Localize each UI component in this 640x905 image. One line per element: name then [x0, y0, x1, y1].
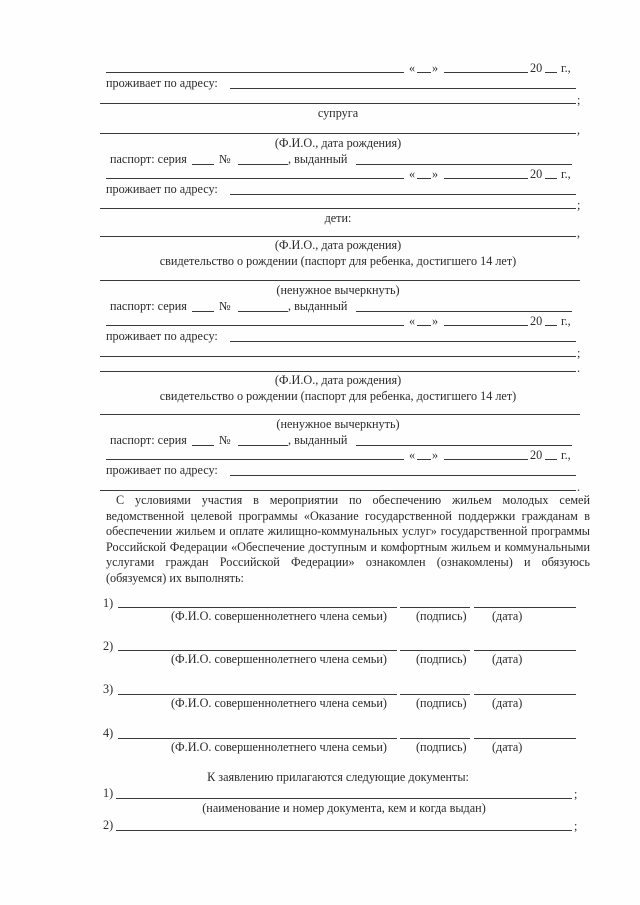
child2-date-day-field[interactable]: [417, 459, 431, 460]
hint-fio-dob: (Ф.И.О., дата рождения): [274, 238, 402, 252]
hint-date: (дата): [492, 696, 523, 710]
signature2-name-field[interactable]: [118, 650, 397, 651]
child2-passport-number-field[interactable]: [238, 445, 288, 446]
date-day-close-quote: »: [432, 61, 439, 75]
date-day-close-quote: »: [432, 314, 439, 328]
comma: ,: [577, 226, 581, 240]
signature2-date-field[interactable]: [474, 650, 576, 651]
spouse-date-day-field[interactable]: [417, 178, 431, 179]
signature1-date-field[interactable]: [474, 607, 576, 608]
passport-series-label: паспорт: серия: [110, 299, 187, 313]
hint-strike-unneeded: (ненужное вычеркнуть): [276, 283, 400, 297]
date-day-open-quote: «: [409, 314, 416, 328]
date-year-suffix: г.,: [561, 167, 571, 181]
signature3-sign-field[interactable]: [400, 694, 470, 695]
child1-issued-by-field[interactable]: [356, 311, 572, 312]
date-year-suffix: г.,: [561, 448, 571, 462]
child1-document-field[interactable]: [100, 280, 580, 281]
address-label: проживает по адресу:: [106, 463, 218, 477]
hint-date: (дата): [492, 652, 523, 666]
child1-date-year-field[interactable]: [545, 325, 557, 326]
date-year-suffix: г.,: [561, 314, 571, 328]
date-day-open-quote: «: [409, 448, 416, 462]
semicolon: ;: [574, 819, 578, 833]
child2-address-field-continued[interactable]: [100, 490, 576, 491]
signature3-date-field[interactable]: [474, 694, 576, 695]
passport-series-label: паспорт: серия: [110, 152, 187, 166]
date-year-prefix: 20: [530, 448, 543, 462]
attachment-number: 1): [103, 786, 114, 800]
signature4-name-field[interactable]: [118, 738, 397, 739]
passport-number-label: №: [219, 152, 231, 166]
semicolon: ;: [577, 198, 581, 212]
hint-adult-fio: (Ф.И.О. совершеннолетнего члена семьи): [171, 652, 387, 666]
hint-adult-fio: (Ф.И.О. совершеннолетнего члена семьи): [171, 609, 387, 623]
period: .: [577, 480, 581, 494]
semicolon: ;: [577, 346, 581, 360]
spouse-issued-by-field[interactable]: [356, 164, 572, 165]
date-month-field[interactable]: [444, 72, 528, 73]
hint-birth-certificate: свидетельство о рождении (паспорт для ребенка, достигшего 14 лет): [159, 254, 517, 268]
issued-by-field[interactable]: [106, 72, 404, 73]
signature4-date-field[interactable]: [474, 738, 576, 739]
child1-fio-field[interactable]: [100, 236, 576, 237]
signature2-sign-field[interactable]: [400, 650, 470, 651]
child1-issued-by-field-continued[interactable]: [106, 325, 404, 326]
attachments-heading: К заявлению прилагаются следующие документы:: [207, 770, 469, 784]
section-children-heading: дети:: [324, 211, 352, 225]
hint-adult-fio: (Ф.И.О. совершеннолетнего члена семьи): [171, 696, 387, 710]
hint-signature: (подпись): [416, 652, 467, 666]
child2-issued-by-field-continued[interactable]: [106, 459, 404, 460]
hint-fio-dob: (Ф.И.О., дата рождения): [274, 373, 402, 387]
spouse-passport-series-field[interactable]: [192, 164, 214, 165]
passport-issued-label: , выданный: [288, 299, 348, 313]
semicolon: ;: [577, 93, 581, 107]
attachment-number: 2): [103, 818, 114, 832]
spouse-issued-by-field-continued[interactable]: [106, 178, 404, 179]
section-spouse-heading: супруга: [317, 106, 359, 120]
child2-document-field[interactable]: [100, 414, 580, 415]
signature-number: 1): [103, 596, 114, 610]
child2-passport-series-field[interactable]: [192, 445, 214, 446]
date-day-open-quote: «: [409, 61, 416, 75]
passport-number-label: №: [219, 299, 231, 313]
address-label: проживает по адресу:: [106, 329, 218, 343]
date-year-field[interactable]: [545, 72, 557, 73]
date-year-prefix: 20: [530, 61, 543, 75]
date-year-prefix: 20: [530, 167, 543, 181]
hint-document-details: (наименование и номер документа, кем и когда выдан): [202, 801, 486, 815]
spouse-date-year-field[interactable]: [545, 178, 557, 179]
hint-signature: (подпись): [416, 696, 467, 710]
signature-number: 2): [103, 639, 114, 653]
date-year-prefix: 20: [530, 314, 543, 328]
spouse-address-field[interactable]: [230, 194, 576, 195]
child2-fio-field[interactable]: [100, 371, 576, 372]
child1-date-month-field[interactable]: [444, 325, 528, 326]
passport-issued-label: , выданный: [288, 433, 348, 447]
signature1-name-field[interactable]: [118, 607, 397, 608]
signature-number: 3): [103, 682, 114, 696]
hint-signature: (подпись): [416, 740, 467, 754]
period: .: [577, 361, 581, 375]
attachment2-field[interactable]: [116, 830, 572, 831]
address-label: проживает по адресу:: [106, 76, 218, 90]
hint-date: (дата): [492, 609, 523, 623]
semicolon: ;: [574, 787, 578, 801]
signature4-sign-field[interactable]: [400, 738, 470, 739]
date-year-suffix: г.,: [561, 61, 571, 75]
passport-number-label: №: [219, 433, 231, 447]
child2-date-year-field[interactable]: [545, 459, 557, 460]
passport-issued-label: , выданный: [288, 152, 348, 166]
child2-issued-by-field[interactable]: [356, 445, 572, 446]
hint-signature: (подпись): [416, 609, 467, 623]
hint-strike-unneeded: (ненужное вычеркнуть): [276, 417, 400, 431]
date-day-open-quote: «: [409, 167, 416, 181]
date-day-field[interactable]: [417, 72, 431, 73]
signature3-name-field[interactable]: [118, 694, 397, 695]
hint-adult-fio: (Ф.И.О. совершеннолетнего члена семьи): [171, 740, 387, 754]
address-label: проживает по адресу:: [106, 182, 218, 196]
date-day-close-quote: »: [432, 167, 439, 181]
hint-birth-certificate: свидетельство о рождении (паспорт для ребенка, достигшего 14 лет): [159, 389, 517, 403]
signature-number: 4): [103, 726, 114, 740]
child1-address-field[interactable]: [230, 341, 576, 342]
child2-address-field[interactable]: [230, 475, 576, 476]
child1-date-day-field[interactable]: [417, 325, 431, 326]
child1-address-field-continued[interactable]: [100, 356, 576, 357]
address-field[interactable]: [230, 88, 576, 89]
spouse-passport-number-field[interactable]: [238, 164, 288, 165]
child1-passport-series-field[interactable]: [192, 311, 214, 312]
agreement-paragraph: С условиями участия в мероприятии по обеспечению жильем молодых семей ведомственной целевой программы «Оказание государственной поддержки гражданам в обеспечении жильем и оплате жилищно-коммунальных услуг» государственной программы Российской Федерации «Обеспечение доступным и комфортным жильем и коммунальными услугами граждан Российской Федерации» ознакомлен (ознакомлены) и обязуюсь (обязуемся) их выполнять:: [106, 493, 590, 585]
date-day-close-quote: »: [432, 448, 439, 462]
child2-date-month-field[interactable]: [444, 459, 528, 460]
hint-date: (дата): [492, 740, 523, 754]
spouse-address-field-continued[interactable]: [100, 208, 576, 209]
child1-passport-number-field[interactable]: [238, 311, 288, 312]
spouse-date-month-field[interactable]: [444, 178, 528, 179]
hint-fio-dob: (Ф.И.О., дата рождения): [274, 136, 402, 150]
attachment1-field[interactable]: [116, 798, 572, 799]
spouse-fio-field[interactable]: [100, 133, 576, 134]
address-field-continued[interactable]: [100, 103, 576, 104]
passport-series-label: паспорт: серия: [110, 433, 187, 447]
comma: ,: [577, 123, 581, 137]
signature1-sign-field[interactable]: [400, 607, 470, 608]
